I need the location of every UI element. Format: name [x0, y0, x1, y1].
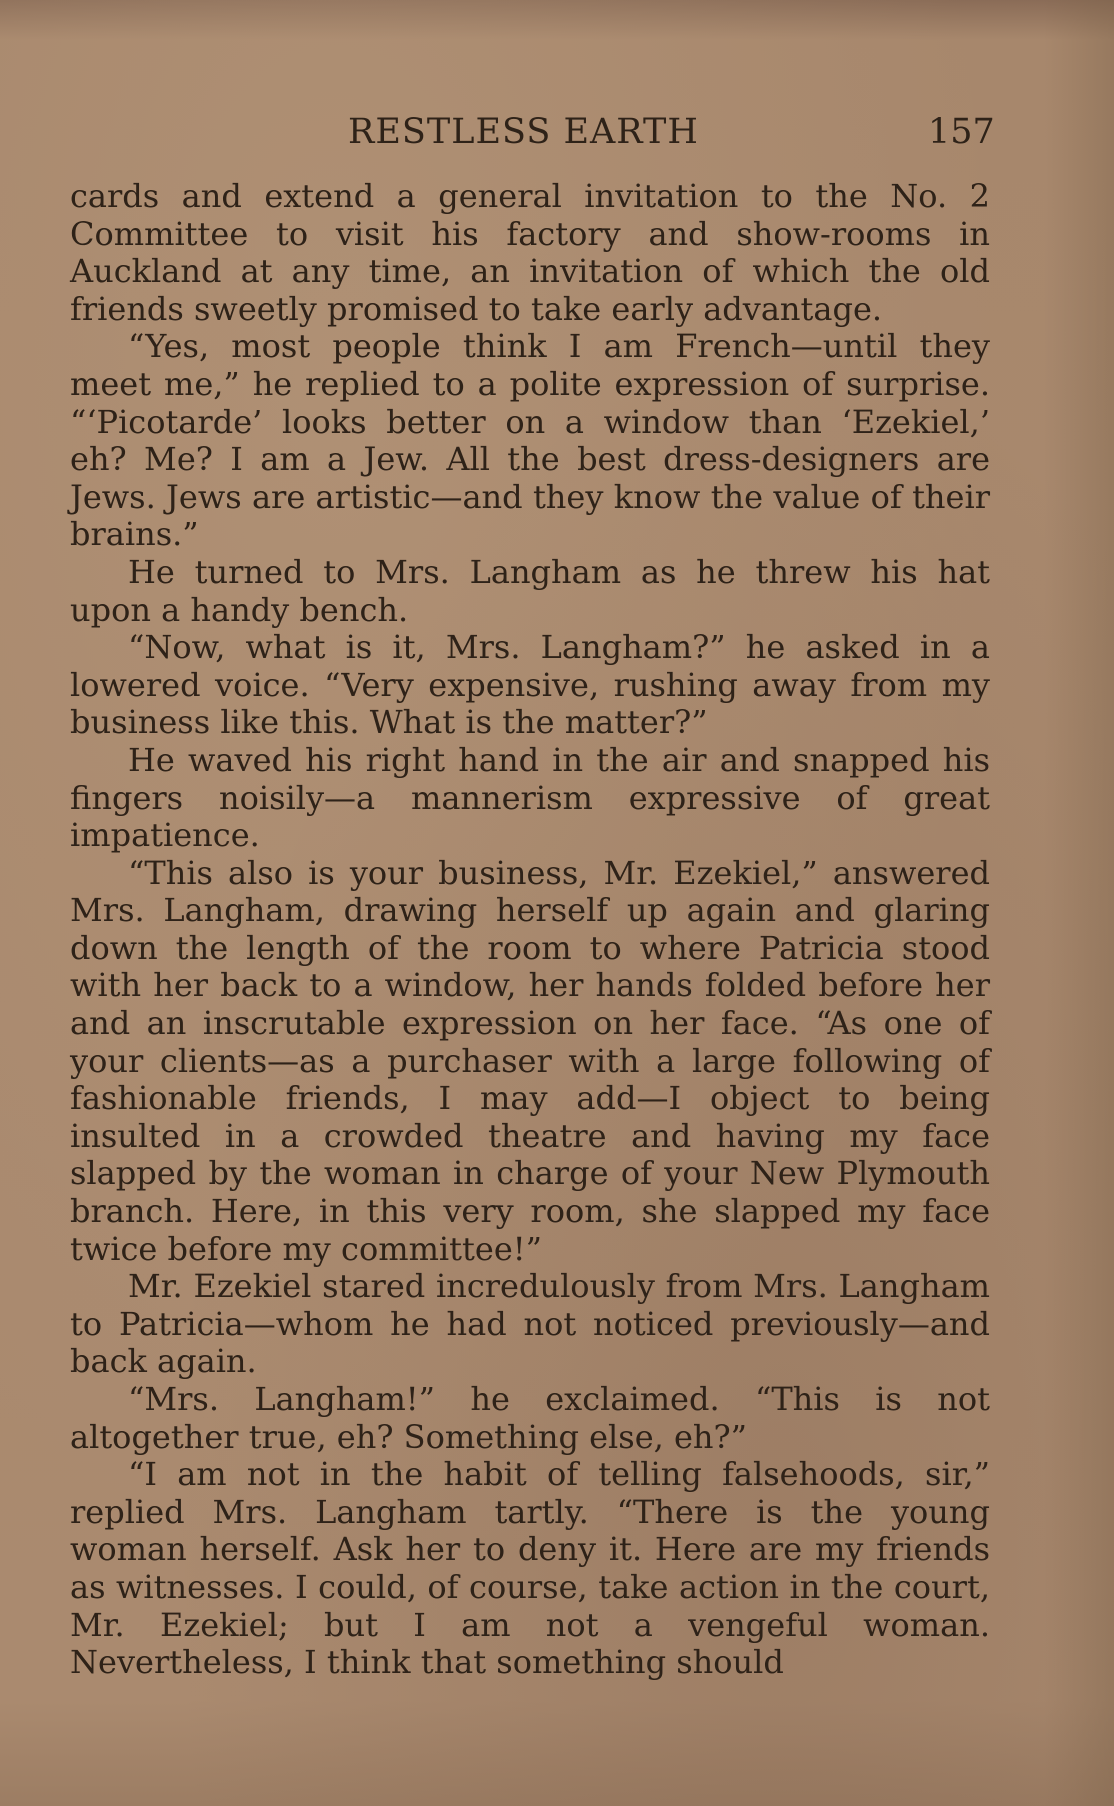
paragraph-langham-complaint: “This also is your business, Mr. Ezekiel,” answered Mrs. Langham, drawing herself up again and glaring down the length of the room to where Patricia stood with her back to a window, her hands folded before her and an inscrutable expression on her face. “As one of your clients—as a purchaser with a large following of fashionable friends, I may add—I object to being insulted in a crowded theatre and having my face slapped by the woman in charge of your New Plymouth branch. Here, in this very room, she slapped my face twice before my committee!” — [70, 853, 990, 1268]
paragraph-threw-hat: He turned to Mrs. Langham as he threw his hat upon a handy bench. — [70, 552, 990, 629]
paragraph-french-jew: “Yes, most people think I am French—until they meet me,” he replied to a polite expression of surprise. “‘Picotarde’ looks better on a window than ‘Ezekiel,’ eh? Me? I am a Jew. All the best dress-designers are Jews. Jews are artistic—and they know the value of their brains.” — [70, 327, 990, 554]
page-edge-shadow — [1044, 0, 1114, 1806]
paragraph-exclaimed: “Mrs. Langham!” he exclaimed. “This is not altogether true, eh? Something else, eh?” — [70, 1380, 990, 1456]
paragraph-what-is-it: “Now, what is it, Mrs. Langham?” he asked in a lowered voice. “Very expensive, rushing away from my business like this. What is the matter?” — [70, 628, 990, 742]
paragraph-ezekiel-stared: Mr. Ezekiel stared incredulously from Mrs. Langham to Patricia—whom he had not noticed previously—and back again. — [70, 1267, 990, 1381]
page-number: 157 — [928, 112, 995, 152]
page-header — [0, 112, 1114, 162]
paragraph-no-falsehoods: “I am not in the habit of telling falsehoods, sir,” replied Mrs. Langham tartly. “There is the young woman herself. Ask her to deny it. Here are my friends as witnesses. I could, of course, take action in the court, Mr. Ezekiel; but I am not a vengeful woman. Nevertheless, I think that something should — [70, 1455, 990, 1682]
paragraph-continued: cards and extend a general invitation to the No. 2 Committee to visit his factory and show-rooms in Auckland at any time, an invitation of which the old friends sweetly promised to take early advantage. — [70, 177, 990, 328]
running-head: RESTLESS EARTH — [348, 112, 699, 152]
paragraph-snapped-fingers: He waved his right hand in the air and snapped his fingers noisily—a mannerism expressive of great impatience. — [70, 740, 990, 855]
body-text — [70, 178, 990, 1682]
